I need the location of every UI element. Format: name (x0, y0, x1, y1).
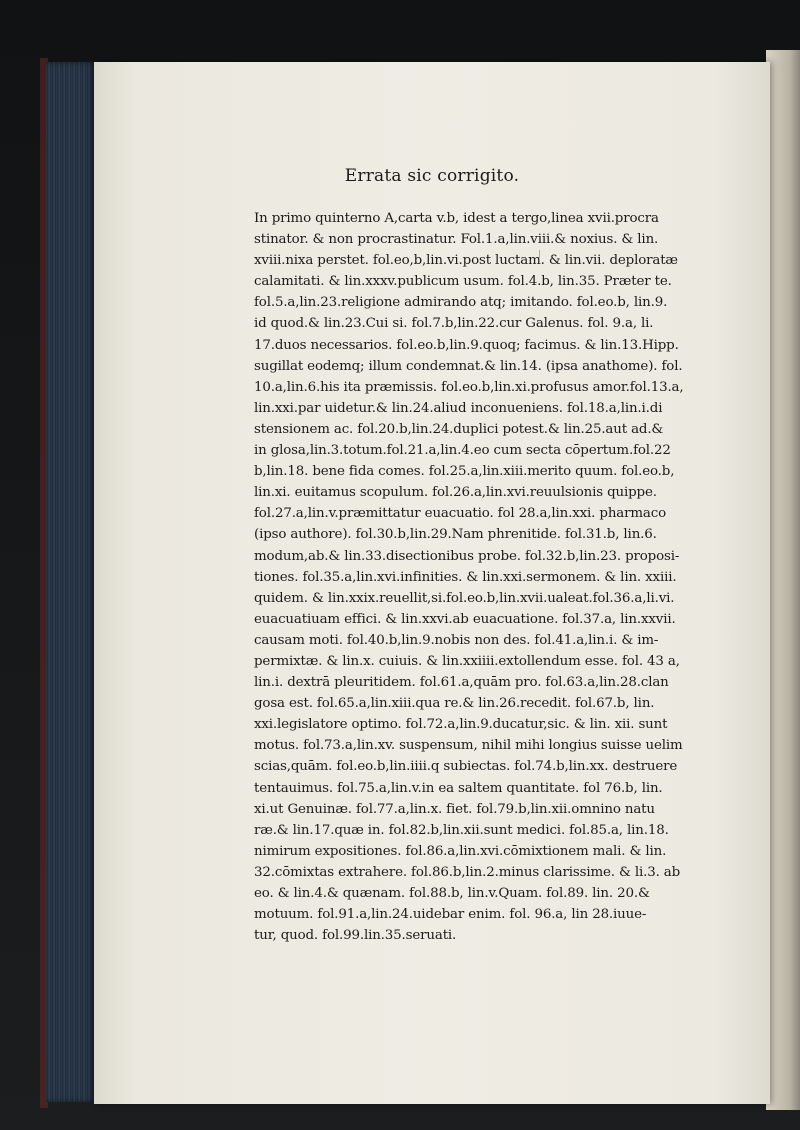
errata-line: ræ.& lin.17.quæ in. fol.82.b,lin.xii.sunt medici. fol.85.a, lin.18. (254, 822, 669, 838)
errata-line: in glosa,lin.3.totum.fol.21.a,lin.4.eo cum secta cōpertum.fol.22 (254, 443, 671, 459)
errata-line: sugillat eodemq; illum condemnat.& lin.14. (ipsa anathome). fol. (254, 358, 683, 374)
errata-line: tur, quod. fol.99.lin.35.seruati. (254, 928, 457, 944)
errata-line: lin.xxi.par uidetur.& lin.24.aliud inconueniens. fol.18.a,lin.i.di (254, 400, 663, 416)
errata-line: gosa est. fol.65.a,lin.xiii.qua re.& lin.26.recedit. fol.67.b, lin. (254, 696, 655, 712)
errata-line: 32.cōmixtas extrahere. fol.86.b,lin.2.minus clarissime. & li.3. ab (254, 864, 681, 880)
errata-line: nimirum expositiones. fol.86.a,lin.xvi.cōmixtionem mali. & lin. (254, 843, 667, 859)
errata-line: causam moti. fol.40.b,lin.9.nobis non des. fol.41.a,lin.i. & im- (254, 632, 659, 648)
errata-line: motuum. fol.91.a,lin.24.uidebar enim. fol. 96.a, lin 28.iuue- (254, 907, 647, 923)
errata-line: fol.5.a,lin.23.religione admirando atq; imitando. fol.eo.b, lin.9. (254, 295, 668, 311)
errata-line: 10.a,lin.6.his ita præmissis. fol.eo.b,lin.xi.profusus amor.fol.13.a, (254, 379, 684, 395)
errata-line: xviii.nixa perstet. fol.eo,b,lin.vi.post luctam. & lin.vii. deploratæ (254, 253, 678, 269)
errata-line: euacuatiuam effici. & lin.xxvi.ab euacuatione. fol.37.a, lin.xxvii. (254, 611, 676, 627)
errata-line: tentauimus. fol.75.a,lin.v.in ea saltem quantitate. fol 76.b, lin. (254, 780, 663, 796)
errata-line: quidem. & lin.xxix.reuellit,si.fol.eo.b,lin.xvii.ualeat.fol.36.a,li.vi. (254, 590, 675, 606)
errata-line: scias,quām. fol.eo.b,lin.iiii.q subiectas. fol.74.b,lin.xx. destruere (254, 759, 678, 775)
errata-line: eo. & lin.4.& quænam. fol.88.b, lin.v.Quam. fol.89. lin. 20.& (254, 886, 650, 901)
errata-line: permixtæ. & lin.x. cuiuis. & lin.xxiiii.extollendum esse. fol. 43 a, (254, 653, 680, 669)
errata-line: stensionem ac. fol.20.b,lin.24.duplici potest.& lin.25.aut ad.& (254, 421, 664, 437)
errata-line: id quod.& lin.23.Cui si. fol.7.b,lin.22.cur Galenus. fol. 9.a, li. (254, 316, 654, 332)
errata-line: 17.duos necessarios. fol.eo.b,lin.9.quoq; facimus. & lin.13.Hipp. (254, 337, 679, 353)
errata-body (254, 208, 774, 946)
errata-line: tiones. fol.35.a,lin.xvi.infinities. & lin.xxi.sermonem. & lin. xxiii. (254, 569, 677, 585)
errata-line: xxi.legislatore optimo. fol.72.a,lin.9.ducatur,sic. & lin. xii. sunt (254, 717, 668, 733)
errata-line: xi.ut Genuinæ. fol.77.a,lin.x. fiet. fol.79.b,lin.xii.omnino natu (254, 801, 655, 817)
errata-line: (ipso authore). fol.30.b,lin.29.Nam phrenitide. fol.31.b, lin.6. (254, 527, 657, 543)
errata-line: stinator. & non procrastinatur. Fol.1.a,lin.viii.& noxius. & lin. (254, 232, 659, 248)
errata-line: lin.i. dextrā pleuritidem. fol.61.a,quām pro. fol.63.a,lin.28.clan (254, 675, 669, 691)
errata-line: b,lin.18. bene fida comes. fol.25.a,lin.xiii.merito quum. fol.eo.b, (254, 464, 675, 480)
errata-line: motus. fol.73.a,lin.xv. suspensum, nihil mihi longius suisse uelim (254, 738, 683, 754)
errata-title: Errata sic corrigito. (344, 166, 520, 186)
errata-line: In primo quinterno A,carta v.b, idest a tergo,linea xvii.procra (254, 211, 659, 226)
errata-line: lin.xi. euitamus scopulum. fol.26.a,lin.xvi.reuulsionis quippe. (254, 485, 657, 501)
page-block-edge (46, 62, 96, 1102)
errata-line: modum,ab.& lin.33.disectionibus probe. fol.32.b,lin.23. proposi- (254, 548, 680, 564)
errata-line: fol.27.a,lin.v.præmittatur euacuatio. fol 28.a,lin.xxi. pharmaco (254, 506, 667, 522)
errata-line: calamitati. & lin.xxxv.publicum usum. fol.4.b, lin.35. Præter te. (254, 274, 672, 290)
book-page (94, 62, 770, 1104)
